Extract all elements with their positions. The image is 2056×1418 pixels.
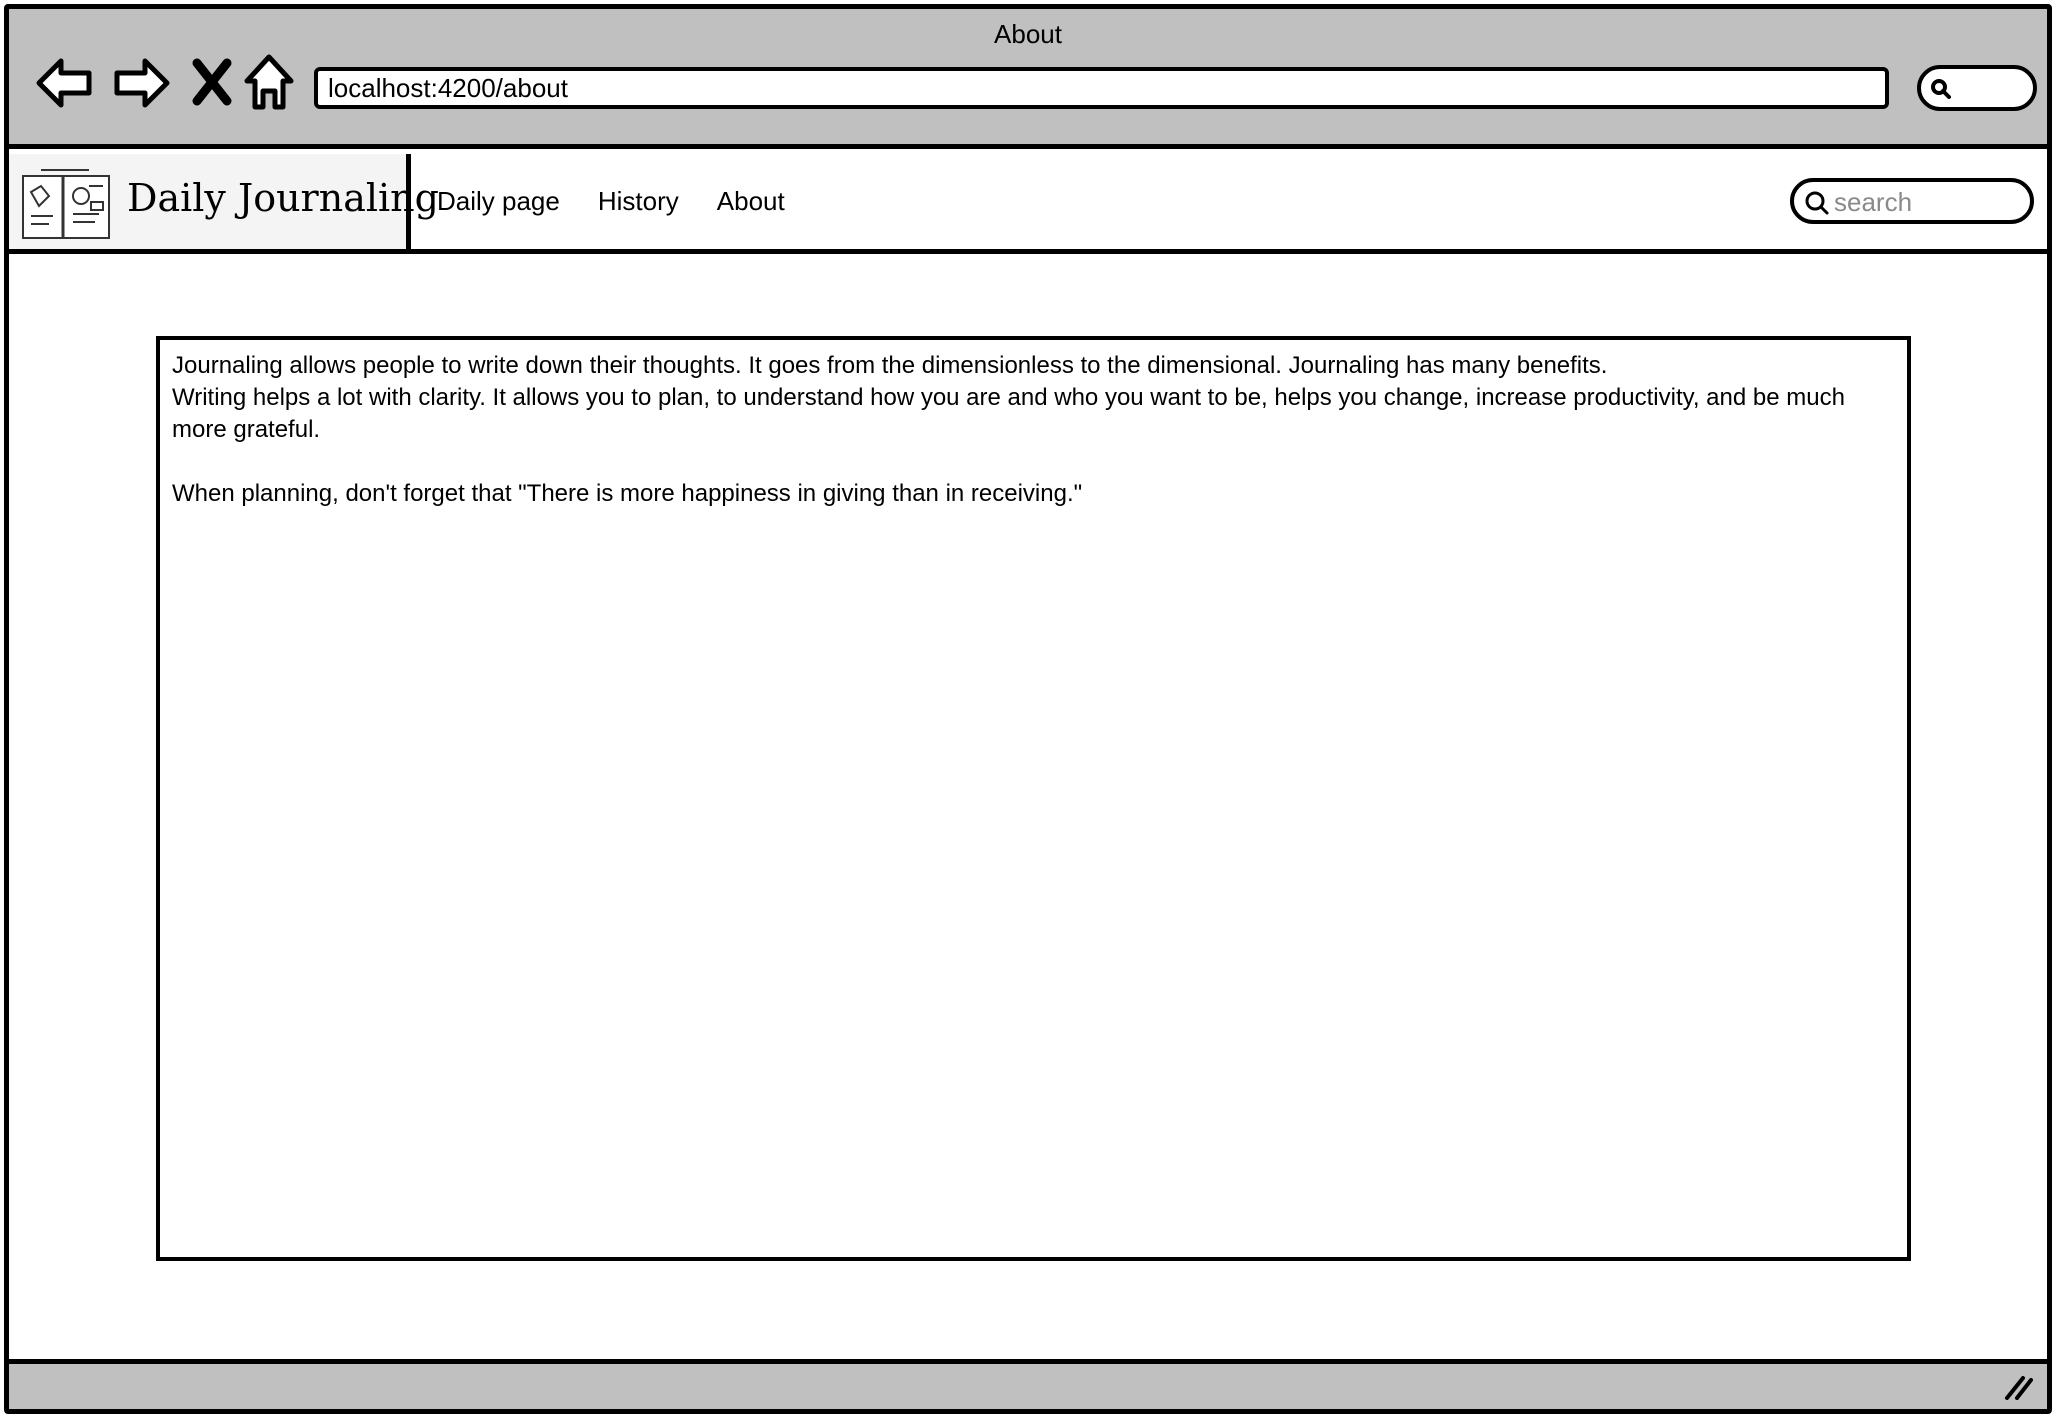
window-title: About <box>994 19 1062 49</box>
search-icon <box>1929 77 1953 101</box>
nav-daily-page[interactable]: Daily page <box>437 186 560 216</box>
journal-logo-icon <box>19 162 119 246</box>
about-paragraph-2: Writing helps a lot with clarity. It allows you to plan, to understand how you are and who you want to be, helps you change, increase productivity, and be much more grateful. <box>172 384 1845 443</box>
about-text-box <box>156 336 1911 1261</box>
about-paragraph-1: Journaling allows people to write down their thoughts. It goes from the dimensionless to the dimensional. Journaling has many benefits. <box>172 352 1608 379</box>
browser-window <box>4 4 2052 1414</box>
resize-grip-icon[interactable] <box>2003 1374 2033 1400</box>
home-icon[interactable] <box>237 51 301 115</box>
browser-chrome <box>9 9 2047 149</box>
browser-search-button[interactable] <box>1917 65 2037 111</box>
nav-about[interactable]: About <box>716 186 785 216</box>
main-nav <box>437 184 785 218</box>
back-arrow-icon[interactable] <box>33 51 97 115</box>
app-header <box>9 154 2047 254</box>
nav-history[interactable]: History <box>597 186 679 216</box>
about-paragraph-3: When planning, don't forget that "There is more happiness in giving than in receiving." <box>172 480 1083 507</box>
search-icon <box>1804 190 1830 216</box>
status-bar <box>9 1359 2047 1409</box>
logo-text: Daily Journaling <box>127 176 439 220</box>
search-box <box>1790 178 2034 224</box>
close-icon[interactable] <box>181 51 245 115</box>
forward-arrow-icon[interactable] <box>109 51 173 115</box>
search-input[interactable] <box>1834 184 2024 220</box>
address-bar[interactable]: localhost:4200/about <box>314 67 1889 109</box>
logo[interactable] <box>9 154 439 254</box>
